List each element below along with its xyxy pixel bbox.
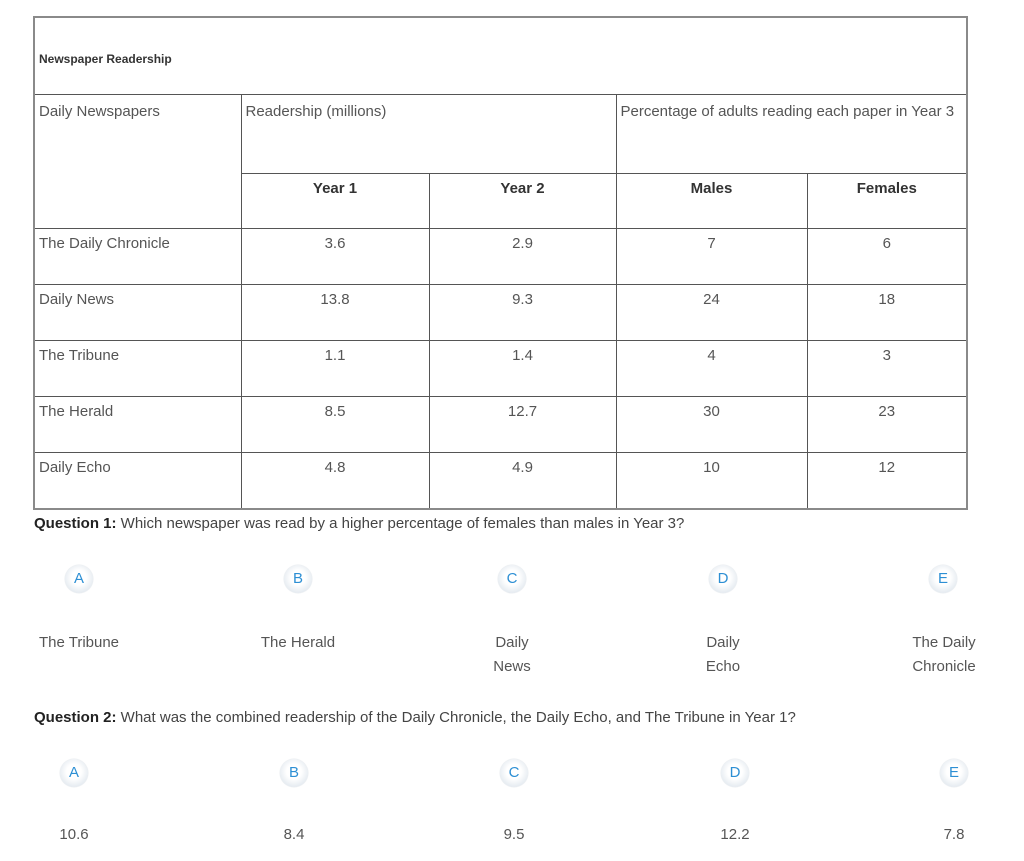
females-cell: 12 — [807, 453, 967, 510]
header-females: Females — [807, 174, 967, 229]
q2-option-d-button[interactable]: D — [721, 759, 749, 787]
q1-option-d-button[interactable]: D — [709, 565, 737, 593]
year1-cell: 8.5 — [241, 397, 429, 453]
year2-cell: 9.3 — [429, 285, 616, 341]
row-name-cell: Daily Echo — [34, 453, 241, 510]
row-name-cell: The Tribune — [34, 341, 241, 397]
q2-option-c-button[interactable]: C — [500, 759, 528, 787]
question-1 — [34, 515, 684, 532]
females-cell: 23 — [807, 397, 967, 453]
males-cell: 30 — [616, 397, 807, 453]
year1-cell: 13.8 — [241, 285, 429, 341]
q1-option-a-text[interactable]: The Tribune — [38, 634, 120, 651]
q1-option-a-button[interactable]: A — [65, 565, 93, 593]
q2-option-e-text[interactable]: 7.8 — [943, 826, 965, 843]
females-cell: 18 — [807, 285, 967, 341]
header-year1: Year 1 — [241, 174, 429, 229]
q1-option-b-text[interactable]: The Herald — [260, 634, 336, 651]
q2-option-e-button[interactable]: E — [940, 759, 968, 787]
table-row — [34, 341, 967, 397]
question-1-label: Question 1: — [34, 515, 117, 532]
q1-option-e-button[interactable]: E — [929, 565, 957, 593]
year2-cell: 2.9 — [429, 229, 616, 285]
question-2 — [34, 709, 796, 726]
header-males: Males — [616, 174, 807, 229]
males-cell: 24 — [616, 285, 807, 341]
q2-option-c-text[interactable]: 9.5 — [503, 826, 525, 843]
row-name-cell: The Herald — [34, 397, 241, 453]
q2-option-a-text[interactable]: 10.6 — [59, 826, 89, 843]
q2-option-b-button[interactable]: B — [280, 759, 308, 787]
q2-option-b-text[interactable]: 8.4 — [283, 826, 305, 843]
table-title: Newspaper Readership — [39, 52, 172, 66]
row-name-cell: The Daily Chronicle — [34, 229, 241, 285]
table-row — [34, 229, 967, 285]
males-cell: 7 — [616, 229, 807, 285]
question-1-text: Which newspaper was read by a higher percentage of females than males in Year 3? — [116, 515, 685, 532]
readership-table — [33, 16, 968, 510]
q1-option-c-button[interactable]: C — [498, 565, 526, 593]
row-name-cell: Daily News — [34, 285, 241, 341]
males-cell: 10 — [616, 453, 807, 510]
females-cell: 3 — [807, 341, 967, 397]
question-2-text: What was the combined readership of the Daily Chronicle, the Daily Echo, and The Tribune in Year 1? — [116, 709, 796, 726]
header-percentage: Percentage of adults reading each paper in Year 3 — [616, 95, 967, 174]
table-row — [34, 453, 967, 510]
year2-cell: 1.4 — [429, 341, 616, 397]
header-newspapers: Daily Newspapers — [34, 95, 241, 229]
table-row — [34, 285, 967, 341]
year1-cell: 4.8 — [241, 453, 429, 510]
header-readership: Readership (millions) — [241, 95, 616, 174]
q1-option-d-text[interactable]: Daily Echo — [705, 634, 741, 675]
q2-option-d-text[interactable]: 12.2 — [720, 826, 750, 843]
year1-cell: 3.6 — [241, 229, 429, 285]
year1-cell: 1.1 — [241, 341, 429, 397]
males-cell: 4 — [616, 341, 807, 397]
table-row — [34, 397, 967, 453]
question-2-label: Question 2: — [34, 709, 117, 726]
q2-option-a-button[interactable]: A — [60, 759, 88, 787]
table-title-cell — [34, 17, 967, 95]
year2-cell: 4.9 — [429, 453, 616, 510]
header-year2: Year 2 — [429, 174, 616, 229]
year2-cell: 12.7 — [429, 397, 616, 453]
females-cell: 6 — [807, 229, 967, 285]
q1-option-b-button[interactable]: B — [284, 565, 312, 593]
q1-option-e-text[interactable]: The Daily Chronicle — [912, 634, 976, 675]
q1-option-c-text[interactable]: Daily News — [493, 634, 531, 675]
